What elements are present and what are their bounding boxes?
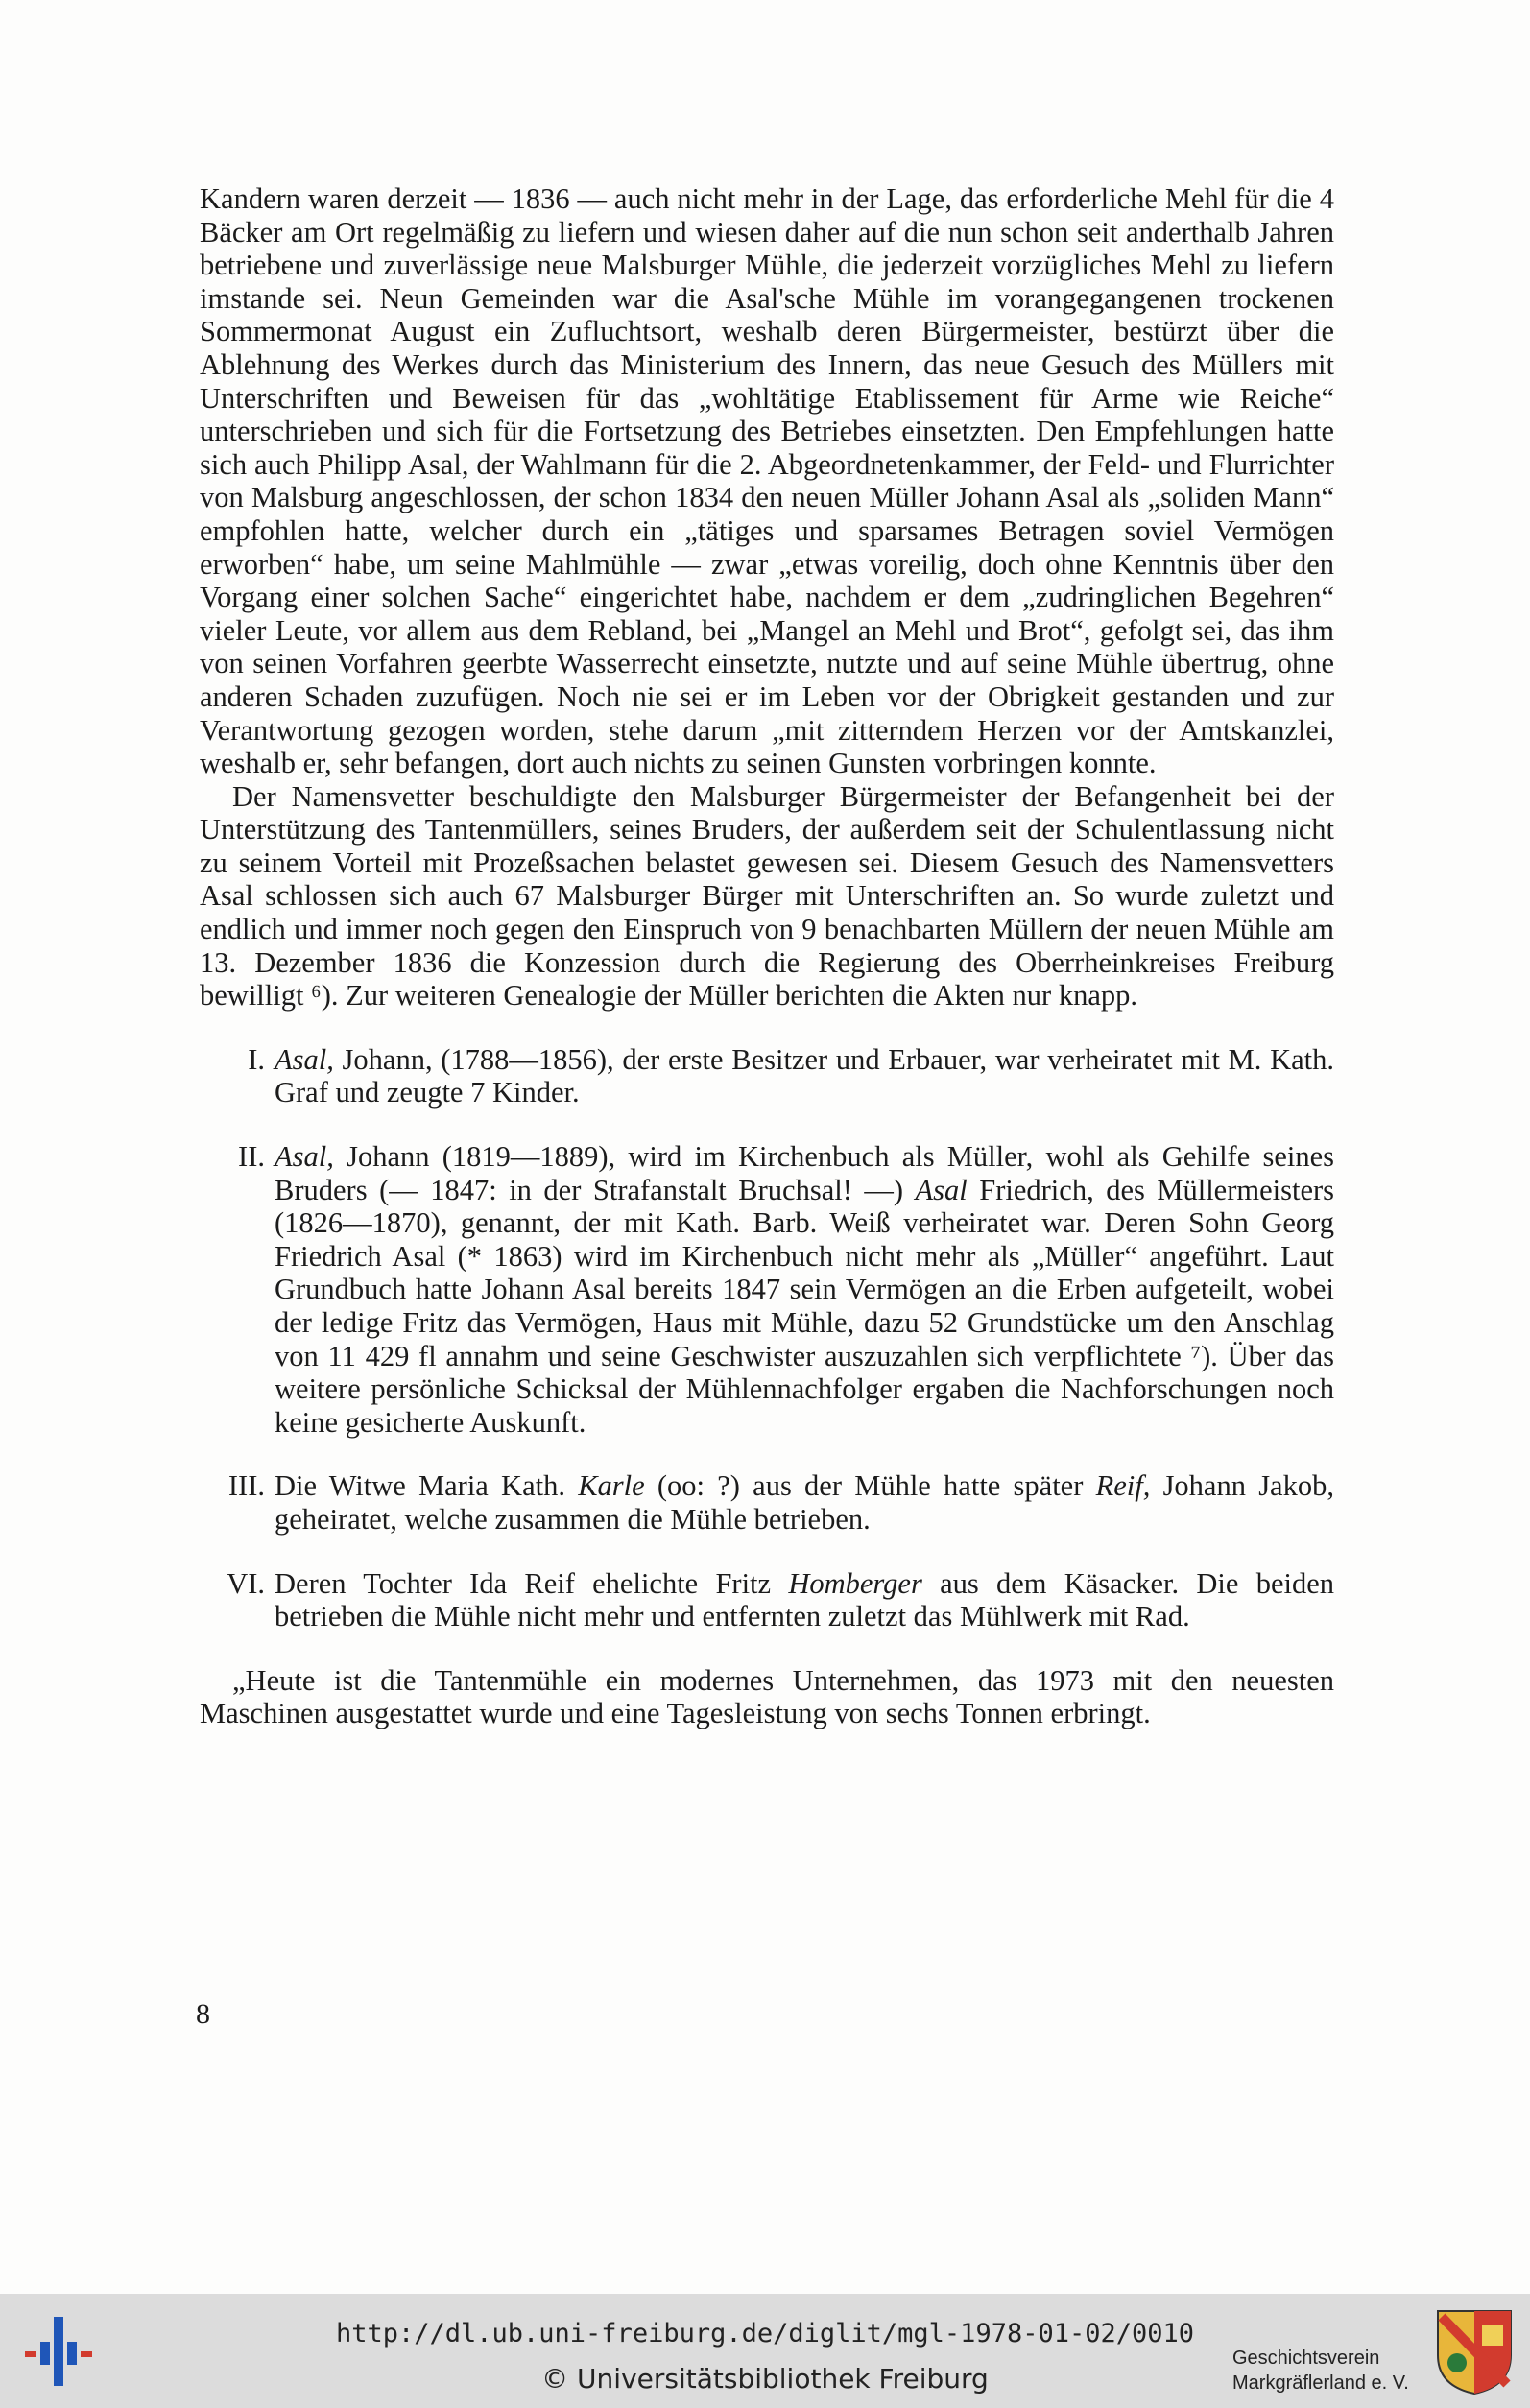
page-number: 8: [196, 1998, 210, 2030]
footer-bar: [0, 2294, 1530, 2408]
permalink: [0, 2319, 1530, 2348]
list-body: Die Witwe Maria Kath. Karle (oo: ?) aus der Mühle hatte später Reif, Johann Jakob, geheiratet, welche zusammen die Mühle betrieben.: [275, 1469, 1334, 1536]
surname: Asal: [915, 1173, 968, 1206]
surname: Karle: [578, 1469, 645, 1503]
body-text: [200, 182, 1334, 1730]
list-number: VI.: [227, 1566, 265, 1600]
list-body: Deren Tochter Ida Reif ehelichte Fritz Homberger aus dem Käsacker. Die beiden betrieben die Mühle nicht mehr und entfernten zuletzt das Mühlwerk mit Rad.: [275, 1566, 1334, 1633]
list-item: [200, 1140, 1334, 1439]
list-item: [200, 1469, 1334, 1536]
list-item: [200, 1043, 1334, 1109]
paragraph-1: Kandern waren derzeit — 1836 — auch nicht mehr in der Lage, das erforderliche Mehl für die 4 Bäcker am Ort regelmäßig zu liefern und wiesen daher auf die nun schon seit anderthalb Jahren betriebene und zuverlässige neue Malsburger Mühle, die jederzeit vorzügliches Mehl zu liefern imstande sei. Neun Gemeinden war die Asal'sche Mühle im vorangegangenen trockenen Sommermonat August ein Zufluchtsort, weshalb deren Bürgermeister, bestürzt über die Ablehnung des Werkes durch das Ministerium des Innern, das neue Gesuch des Müllers mit Unterschriften und Beweisen für das „wohltätige Etablissement für Arme wie Reiche“ unterschrieben und sich für die Fortsetzung des Betriebes einsetzten. Den Empfehlungen hatte sich auch Philipp Asal, der Wahlmann für die 2. Abgeordnetenkammer, der Feld- und Flurrichter von Malsburg angeschlossen, der schon 1834 den neuen Müller Johann Asal als „soliden Mann“ empfohlen hatte, welcher durch ein „tätiges und sparsames Betragen soviel Vermögen erworben“ habe, um seine Mahlmühle — zwar „etwas voreilig, doch ohne Kenntnis über den Vorgang einer solchen Sache“ eingerichtet habe, nachdem er dem „zudringlichen Begehren“ vieler Leute, vor allem aus dem Rebland, bei „Mangel an Mehl und Brot“, gefolgt sei, das ihm von seinen Vorfahren geerbte Wasserrecht einsetzte, nutzte und auf seine Mühle übertrug, ohne anderen Schaden zuzufügen. Noch nie sei er im Leben vor der Obrigkeit gestanden und zur Verantwortung gezogen worden, stehe darum „mit zitterndem Herzen vor der Amtskanzlei, weshalb er, sehr befangen, dort auch nichts zu seinen Gunsten vorbringen konnte.: [200, 182, 1334, 780]
surname: Asal,: [275, 1140, 334, 1174]
list-item: [200, 1567, 1334, 1633]
list-body: Asal, Johann (1819—1889), wird im Kirchenbuch als Müller, wohl als Gehilfe seines Bruders (— 1847: in der Strafanstalt Bruchsal! —) Asal Friedrich, des Müllermeisters (1826—1870), genannt, der mit Kath. Barb. Weiß verheiratet war. Deren Sohn Georg Friedrich Asal (* 1863) wird im Kirchenbuch nicht mehr als „Müller“ angeführt. Laut Grundbuch hatte Johann Asal bereits 1847 sein Vermögen an die Erben aufgeteilt, wobei der ledige Fritz das Vermögen, Haus mit Mühle, dazu 52 Grundstücke um den Anschlag von 11 429 fl annahm und seine Geschwister auszuzahlen sich verpflichtete ⁷). Über das weitere persönliche Schicksal der Mühlennachfolger ergaben die Nachforschungen noch keine gesicherte Auskunft.: [275, 1140, 1335, 1439]
surname: Asal,: [275, 1042, 334, 1076]
paragraph-2: Der Namensvetter beschuldigte den Malsburger Bürgermeister der Befangenheit bei der Unterstützung des Tantenmüllers, seines Bruders, der außerdem seit der Schulentlassung nicht zu seinem Vorteil mit Prozeßsachen belastet gewesen sei. Diesem Gesuch des Namensvetters Asal schlossen sich auch 67 Malsburger Bürger mit Unterschriften an. So wurde zuletzt und endlich und immer noch gegen den Einspruch von 9 benachbarten Müllern der neuen Mühle am 13. Dezember 1836 die Konzession durch die Regierung des Oberrheinkreises Freiburg bewilligt ⁶). Zur weiteren Genealogie der Müller berichten die Akten nur knapp.: [200, 779, 1334, 1013]
surname: Reif,: [1095, 1469, 1151, 1503]
list-body: Asal, Johann, (1788—1856), der erste Besitzer und Erbauer, war verheiratet mit M. Kath. Graf und zeugte 7 Kinder.: [275, 1042, 1334, 1109]
genealogy-list: [200, 1043, 1334, 1633]
surname: Homberger: [788, 1566, 922, 1600]
coat-of-arms-icon: [1434, 2307, 1515, 2396]
list-number: III.: [227, 1469, 265, 1503]
copyright-notice: © Universitätsbibliothek Freiburg: [541, 2363, 989, 2395]
list-number: I.: [248, 1042, 265, 1076]
permalink-link[interactable]: http://dl.ub.uni-freiburg.de/diglit/mgl-1978-01-02/0010: [335, 2319, 1195, 2348]
society-name: Geschichtsverein Markgräflerland e. V.: [1232, 2348, 1409, 2394]
closing-quote: „Heute ist die Tantenmühle ein modernes Unternehmen, das 1973 mit den neuesten Maschinen ausgestattet wurde und eine Tagesleistung von sechs Tonnen erbringt.: [200, 1663, 1334, 1730]
list-number: II.: [238, 1140, 265, 1174]
